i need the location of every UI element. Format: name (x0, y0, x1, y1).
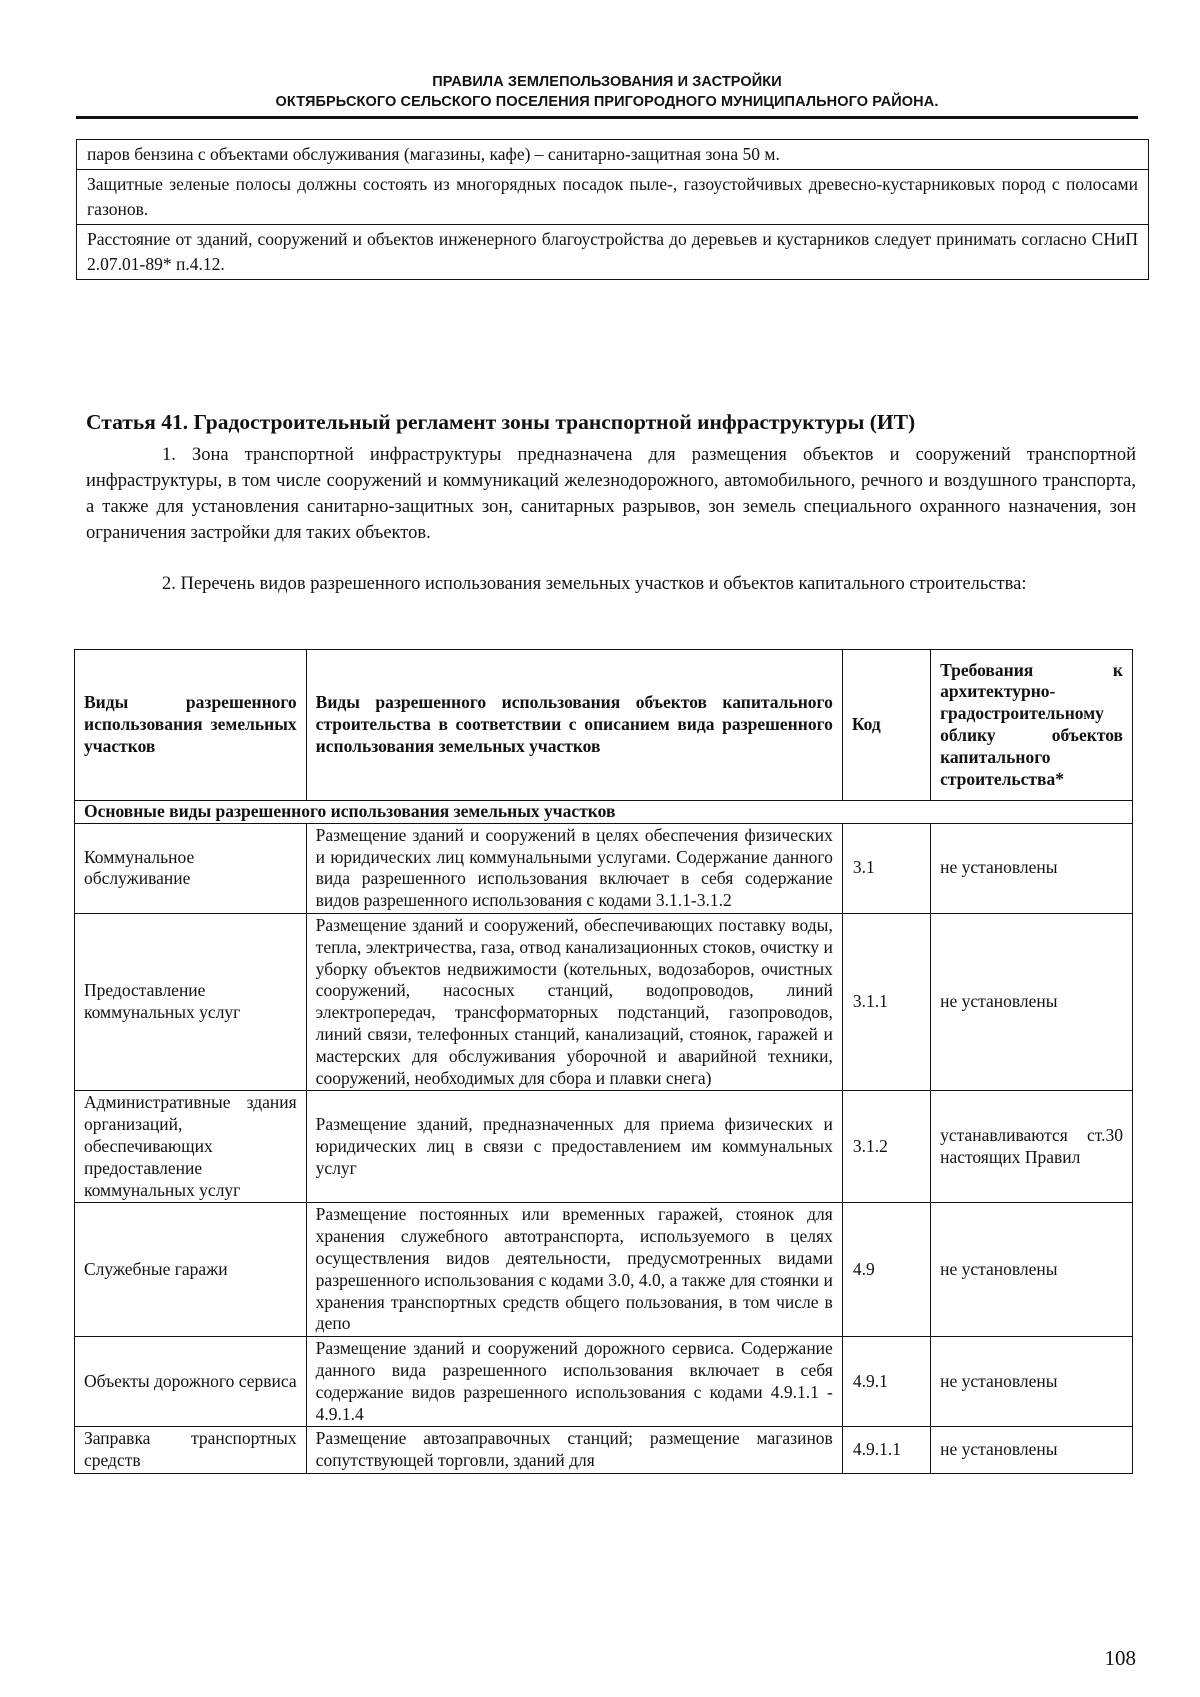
requirements-cell: не установлены (931, 1337, 1133, 1427)
requirements-cell: не установлены (931, 823, 1133, 913)
description-cell: Размещение постоянных или временных гаражей, стоянок для хранения служебного автотранспорта, используемого в целях осуществления видов деятельности, предусмотренных видами разрешенного использования с кодами 3.0, 4.0, а также для стоянки и хранения транспортных средств общего пользования, в том числе в депо (306, 1203, 842, 1337)
header-requirements: Требования к архитектурно-градостроительному облику объектов капитального строительства* (931, 650, 1133, 801)
requirements-cell: устанавливаются ст.30 настоящих Правил (931, 1091, 1133, 1203)
table-row (77, 140, 1149, 170)
table-row (75, 823, 1133, 913)
running-header-line1: ПРАВИЛА ЗЕМЛЕПОЛЬЗОВАНИЯ И ЗАСТРОЙКИ (432, 74, 782, 90)
table-cell: паров бензина с объектами обслуживания (магазины, кафе) – санитарно-защитная зона 50 м. (77, 140, 1149, 170)
section-row (75, 801, 1133, 824)
table-header-row (75, 650, 1133, 801)
code-cell: 3.1.1 (842, 913, 930, 1090)
page-number: 108 (1104, 1646, 1136, 1670)
code-cell: 3.1.2 (842, 1091, 930, 1203)
land-use-cell: Административные здания организаций, обеспечивающих предоставление коммунальных услуг (75, 1091, 307, 1203)
land-use-cell: Служебные гаражи (75, 1203, 307, 1337)
table-row (75, 1203, 1133, 1337)
table-cell: Защитные зеленые полосы должны состоять из многорядных посадок пыле-, газоустойчивых древесно-кустарниковых пород с полосами газонов. (77, 170, 1149, 225)
land-use-cell: Заправка транспортных средств (75, 1427, 307, 1474)
running-header-line2: ОКТЯБРЬСКОГО СЕЛЬСКОГО ПОСЕЛЕНИЯ ПРИГОРОДНОГО МУНИЦИПАЛЬНОГО РАЙОНА. (275, 94, 939, 110)
description-cell: Размещение зданий, предназначенных для приема физических и юридических лиц в связи с предоставлением им коммунальных услуг (306, 1091, 842, 1203)
table-cell: Расстояние от зданий, сооружений и объектов инженерного благоустройства до деревьев и кустарников следует принимать согласно СНиП 2.07.01-89* п.4.12. (77, 225, 1149, 280)
land-use-cell: Коммунальное обслуживание (75, 823, 307, 913)
requirements-cell: не установлены (931, 913, 1133, 1090)
article-title: Статья 41. Градостроительный регламент зоны транспортной инфраструктуры (ИТ) (86, 410, 916, 434)
table-row (75, 913, 1133, 1090)
permitted-use-table (74, 649, 1133, 1474)
table-row (77, 225, 1149, 280)
code-cell: 3.1 (842, 823, 930, 913)
description-cell: Размещение автозаправочных станций; размещение магазинов сопутствующей торговли, зданий для (306, 1427, 842, 1474)
description-cell: Размещение зданий и сооружений, обеспечивающих поставку воды, тепла, электричества, газа, отвод канализационных стоков, очистку и уборку объектов недвижимости (котельных, водозаборов, очистных сооружений, насосных станций, водопроводов, линий электропередач, трансформаторных подстанций, газопроводов, линий связи, телефонных станций, канализаций, стоянок, гаражей и мастерских для обслуживания уборочной и аварийной техники, сооружений, необходимых для сбора и плавки снега) (306, 913, 842, 1090)
table-row (75, 1427, 1133, 1474)
article-paragraph-1: 1. Зона транспортной инфраструктуры предназначена для размещения объектов и сооружений транспортной инфраструктуры, в том числе сооружений и коммуникаций железнодорожного, автомобильного, речного и воздушного транспорта, а также для установления санитарно-защитных зон, санитарных разрывов, зон земель специального охранного назначения, зон ограничения застройки для таких объектов. (86, 445, 1136, 543)
section-title: Основные виды разрешенного использования земельных участков (75, 801, 1133, 824)
running-header (76, 72, 1138, 112)
requirements-cell: не установлены (931, 1203, 1133, 1337)
continuation-table (76, 139, 1149, 280)
table-row (75, 1337, 1133, 1427)
table-row (75, 1091, 1133, 1203)
land-use-cell: Предоставление коммунальных услуг (75, 913, 307, 1090)
code-cell: 4.9.1.1 (842, 1427, 930, 1474)
code-cell: 4.9.1 (842, 1337, 930, 1427)
description-cell: Размещение зданий и сооружений дорожного сервиса. Содержание данного вида разрешенного использования включает в себя содержание видов разрешенного использования с кодами 4.9.1.1 - 4.9.1.4 (306, 1337, 842, 1427)
header-description: Виды разрешенного использования объектов капитального строительства в соответствии с описанием вида разрешенного использования земельных участков (306, 650, 842, 801)
header-land-use: Виды разрешенного использования земельных участков (75, 650, 307, 801)
header-rule (76, 116, 1138, 119)
table-row (77, 170, 1149, 225)
code-cell: 4.9 (842, 1203, 930, 1337)
header-code: Код (842, 650, 930, 801)
description-cell: Размещение зданий и сооружений в целях обеспечения физических и юридических лиц коммунальными услугами. Содержание данного вида разрешенного использования включает в себя содержание видов разрешенного использования с кодами 3.1.1-3.1.2 (306, 823, 842, 913)
requirements-cell: не установлены (931, 1427, 1133, 1474)
article-paragraph-2: 2. Перечень видов разрешенного использования земельных участков и объектов капитального строительства: (162, 574, 1027, 594)
land-use-cell: Объекты дорожного сервиса (75, 1337, 307, 1427)
